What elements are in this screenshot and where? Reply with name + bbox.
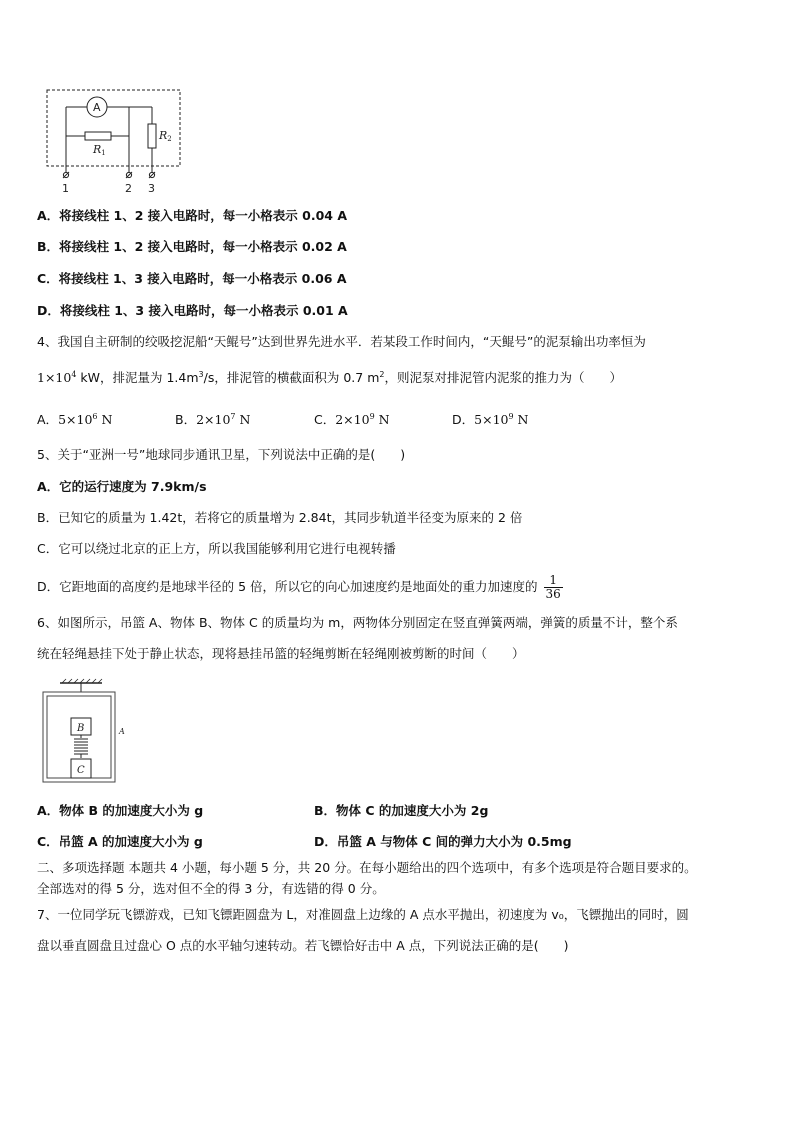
terminal-label-2: 2 <box>125 182 132 195</box>
q4-option-c: C．$2\times 10^9$ N <box>314 411 390 427</box>
q3-option-c: C．将接线柱 1、3 接入电路时，每一小格表示 0.06 A <box>37 271 347 286</box>
q6-option-c: C．吊篮 A 的加速度大小为 g <box>37 834 203 849</box>
q3-option-b: B．将接线柱 1、2 接入电路时，每一小格表示 0.02 A <box>37 239 347 254</box>
q6-option-d: D．吊篮 A 与物体 C 间的弹力大小为 0.5mg <box>314 834 572 849</box>
q4-stem-line1: 4、我国自主研制的绞吸挖泥船“天鲲号”达到世界先进水平．若某段工作时间内，“天鲲号”的泥泵输出功率恒为 <box>37 334 646 349</box>
q5-option-b: B．已知它的质量为 1.42t，若将它的质量增为 2.84t，其同步轨道半径变为原来的 2 倍 <box>37 510 523 525</box>
q4-power: $1\times 10^4$ <box>37 369 77 385</box>
r2-label: R2 <box>159 129 172 143</box>
q4-option-d: D．$5\times 10^9$ N <box>452 411 529 427</box>
svg-text:C: C <box>77 765 85 776</box>
q6-stem-line1: 6、如图所示，吊篮 A、物体 B、物体 C 的质量均为 m，两物体分别固定在竖直弹簧两端，弹簧的质量不计，整个系 <box>37 615 678 630</box>
ammeter-label: A <box>93 101 101 114</box>
q4-option-a: A．$5\times 10^6$ N <box>37 411 113 427</box>
section2-heading-line1: 二、多项选择题 本题共 4 小题，每小题 5 分，共 20 分。在每小题给出的四个选项中，有多个选项是符合题目要求的。 <box>37 860 697 875</box>
q5-stem: 5、关于“亚洲一号”地球同步通讯卫星，下列说法中正确的是( ) <box>37 447 406 462</box>
q3-option-a: A．将接线柱 1、2 接入电路时，每一小格表示 0.04 A <box>37 208 347 223</box>
q5-option-a: A．它的运行速度为 7.9km/s <box>37 479 207 494</box>
q4-stem-line2: $1\times 10^4$ kW，排泥量为 $1.4m^3/s$，排泥管的横截面积为 0.7 $m^2$，则泥泵对排泥管内泥浆的推力为（ ） <box>37 369 622 385</box>
circuit-dashed-box <box>47 90 180 166</box>
q5-option-c: C．它可以绕过北京的正上方，所以我国能够利用它进行电视转播 <box>37 541 396 556</box>
q6-stem-line2: 统在轻绳悬挂下处于静止状态，现将悬挂吊篮的轻绳剪断在轻绳刚被剪断的时间（ ） <box>37 646 525 661</box>
spring <box>74 735 88 758</box>
terminal-label-3: 3 <box>148 182 155 195</box>
circuit-diagram <box>40 86 190 196</box>
q3-option-d: D．将接线柱 1、3 接入电路时，每一小格表示 0.01 A <box>37 303 348 318</box>
q6-option-a: A．物体 B 的加速度大小为 g <box>37 803 204 818</box>
q7-stem-line1: 7、一位同学玩飞镖游戏，已知飞镖距圆盘为 L，对准圆盘上边缘的 A 点水平抛出，初速度为 v₀，飞镖抛出的同时，圆 <box>37 907 689 922</box>
svg-text:B: B <box>77 723 85 734</box>
section2-heading-line2: 全部选对的得 5 分，选对但不全的得 3 分，有选错的得 0 分。 <box>37 881 385 896</box>
q4-option-b: B．$2\times 10^7$ N <box>175 411 251 427</box>
svg-text:A: A <box>119 727 125 736</box>
basket-figure <box>40 678 130 786</box>
r1-label: R1 <box>93 143 106 157</box>
q7-stem-line2: 盘以垂直圆盘且过盘心 O 点的水平轴匀速转动。若飞镖恰好击中 A 点，下列说法正确的是( ) <box>37 938 569 953</box>
resistor-r2 <box>148 124 156 148</box>
q5-option-d: D．它距地面的高度约是地球半径的 5 倍，所以它的向心加速度约是地面处的重力加速度的 $\frac{1}{36}$ <box>37 573 561 601</box>
q5-fraction: $\frac{1}{36}$ <box>545 573 561 601</box>
terminal-label-1: 1 <box>62 182 69 195</box>
q6-option-b: B．物体 C 的加速度大小为 2g <box>314 803 489 818</box>
resistor-r1 <box>85 132 111 140</box>
